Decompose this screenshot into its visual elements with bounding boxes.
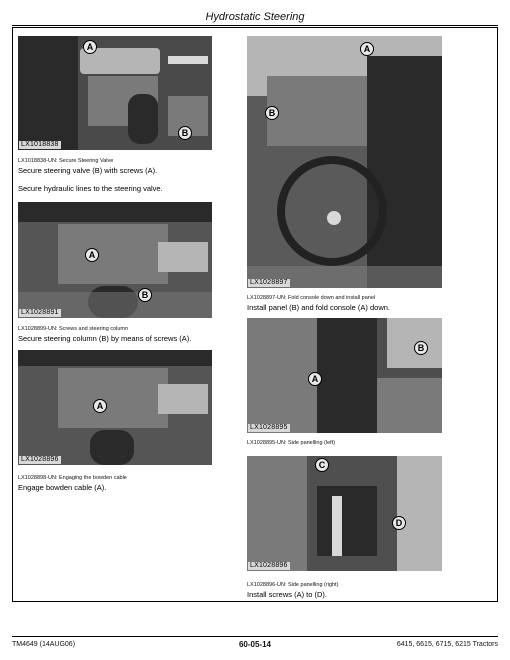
callout-d: D bbox=[392, 516, 406, 530]
photo-id: LX1028891 bbox=[21, 309, 59, 316]
callout-b: B bbox=[414, 341, 428, 355]
callout-a: A bbox=[83, 40, 97, 54]
page-header-title: Hydrostatic Steering bbox=[205, 11, 305, 23]
figure-caption-id: LX1028899-UN: Screws and steering column bbox=[18, 326, 129, 332]
callout-a: A bbox=[93, 399, 107, 413]
header-rule bbox=[12, 25, 498, 26]
photo-bowden-cable bbox=[18, 350, 212, 465]
photo-id: LX1028896 bbox=[21, 456, 59, 463]
callout-b: B bbox=[178, 126, 192, 140]
figure-caption-text: Secure hydraulic lines to the steering valve. bbox=[18, 184, 163, 193]
figure-caption-id: LX1028897-UN: Fold console down and install panel bbox=[247, 295, 376, 301]
callout-a: A bbox=[85, 248, 99, 262]
figure-caption-id: LX1028898-UN: Engaging the bowden cable bbox=[18, 475, 127, 481]
photo-steering-column bbox=[18, 202, 212, 318]
photo-side-panel-right bbox=[247, 456, 442, 571]
photo-id: LX1018838 bbox=[21, 141, 59, 148]
footer-document-id: TM4649 (14AUG06) bbox=[12, 641, 76, 648]
footer-page-number: 60-05-14 bbox=[238, 640, 272, 649]
photo-id: LX1028896 bbox=[250, 562, 288, 569]
figure-caption-text: Install screws (A) to (D). bbox=[247, 590, 328, 599]
photo-side-panel-left bbox=[247, 318, 442, 433]
figure-caption-text: Secure steering column (B) by means of screws (A). bbox=[18, 334, 192, 343]
figure-caption-text: Secure steering valve (B) with screws (A). bbox=[18, 166, 158, 175]
callout-a: A bbox=[360, 42, 374, 56]
footer-model-list: 6415, 6615, 6715, 6215 Tractors bbox=[396, 641, 498, 648]
photo-id: LX1028897 bbox=[250, 279, 288, 286]
footer-rule bbox=[12, 636, 498, 637]
photo-console-panel bbox=[247, 36, 442, 288]
callout-b: B bbox=[265, 106, 279, 120]
figure-caption-id: LX1028895-UN: Side panelling (left) bbox=[247, 440, 336, 446]
figure-caption-id: LX1018838-UN: Secure Steering Valve bbox=[18, 158, 114, 164]
photo-id: LX1028895 bbox=[250, 424, 288, 431]
callout-c: C bbox=[315, 458, 329, 472]
figure-caption-text: Engage bowden cable (A). bbox=[18, 483, 107, 492]
callout-b: B bbox=[138, 288, 152, 302]
figure-caption-text: Install panel (B) and fold console (A) down. bbox=[247, 303, 390, 312]
callout-a: A bbox=[308, 372, 322, 386]
figure-caption-id: LX1028896-UN: Side panelling (right) bbox=[247, 582, 339, 588]
